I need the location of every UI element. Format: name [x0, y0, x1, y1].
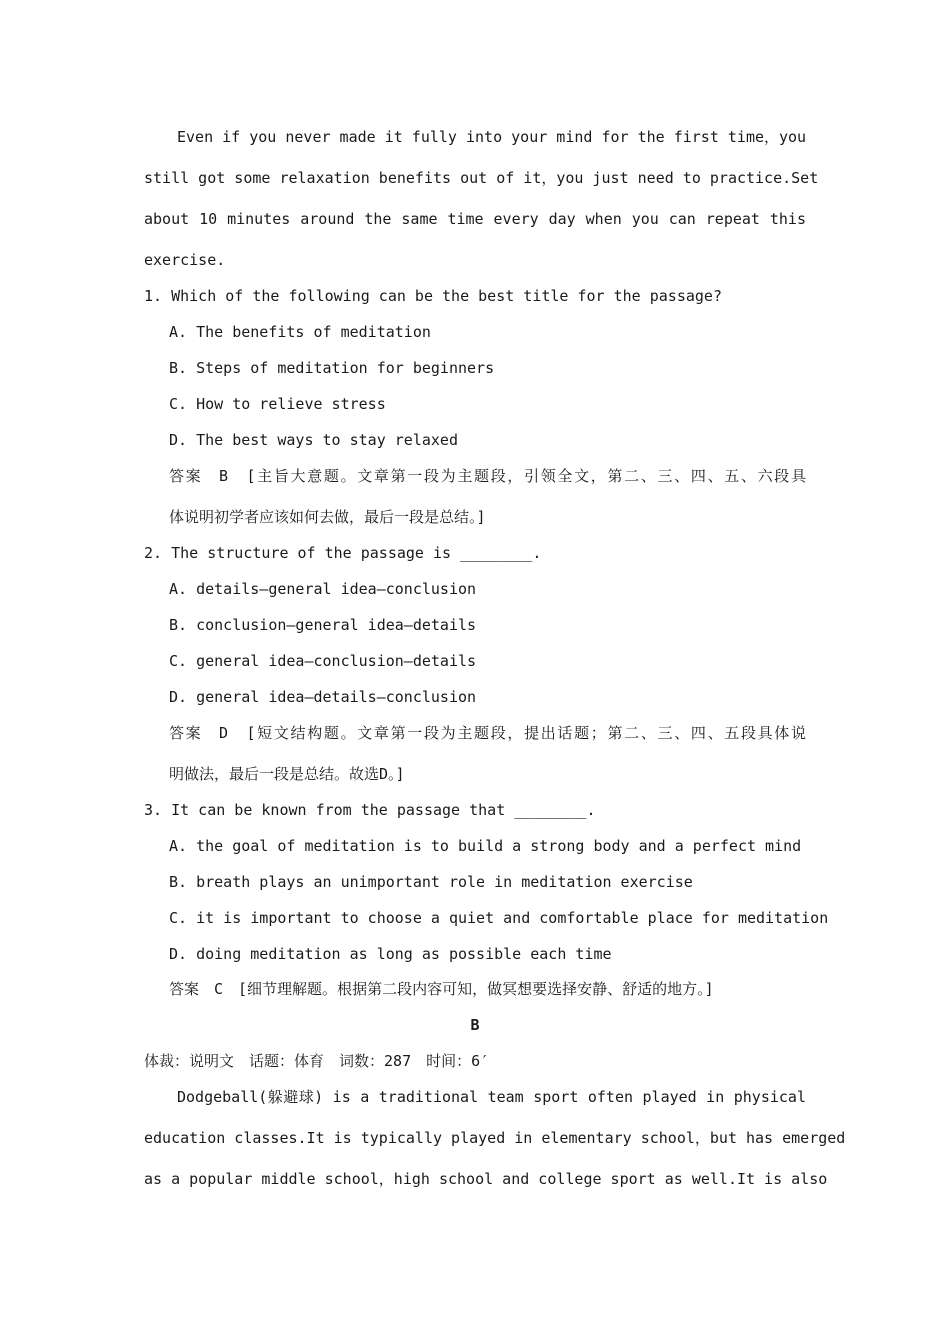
passage-line: education classes.It is typically played in elementary school，but has emerged — [144, 1129, 846, 1147]
question-stem: 1. Which of the following can be the best title for the passage? — [144, 287, 722, 305]
question-option: B. breath plays an unimportant role in meditation exercise — [169, 873, 693, 891]
question-option: C. general idea—conclusion—details — [169, 652, 477, 670]
passage-meta: 体裁：说明文 话题：体育 词数：287 时间：6′ — [144, 1052, 490, 1070]
question-stem: 3. It can be known from the passage that ________. — [144, 801, 596, 819]
question-option: D. general idea—details—conclusion — [169, 688, 477, 706]
question-option: C. it is important to choose a quiet and comfortable place for meditation — [169, 909, 829, 927]
answer-explanation: 答案 B [主旨大意题。文章第一段为主题段，引领全文，第二、三、四、五、六段具 — [169, 467, 806, 485]
question-option: B. Steps of meditation for beginners — [169, 359, 495, 377]
question-option: D. The best ways to stay relaxed — [169, 431, 458, 449]
passage-line: Dodgeball(躲避球) is a traditional team sport often played in physical — [177, 1088, 806, 1106]
passage-line: exercise. — [144, 251, 226, 269]
answer-explanation: 答案 C [细节理解题。根据第二段内容可知，做冥想要选择安静、舒适的地方。] — [169, 980, 714, 998]
answer-explanation: 明做法，最后一段是总结。故选D。] — [169, 765, 405, 783]
question-option: C. How to relieve stress — [169, 395, 386, 413]
question-stem: 2. The structure of the passage is ________. — [144, 544, 542, 562]
section-heading: B — [470, 1016, 480, 1034]
passage-line: about 10 minutes around the same time every day when you can repeat this — [144, 210, 806, 228]
answer-explanation: 答案 D [短文结构题。文章第一段为主题段，提出话题；第二、三、四、五段具体说 — [169, 724, 806, 742]
question-option: A. The benefits of meditation — [169, 323, 431, 341]
question-option: A. details—general idea—conclusion — [169, 580, 477, 598]
question-option: A. the goal of meditation is to build a strong body and a perfect mind — [169, 837, 802, 855]
passage-line: still got some relaxation benefits out of it，you just need to practice.Set — [144, 169, 819, 187]
question-option: B. conclusion—general idea—details — [169, 616, 477, 634]
passage-line: as a popular middle school，high school and college sport as well.It is also — [144, 1170, 828, 1188]
passage-line: Even if you never made it fully into your mind for the first time，you — [177, 128, 807, 146]
question-option: D. doing meditation as long as possible each time — [169, 945, 612, 963]
answer-explanation: 体说明初学者应该如何去做，最后一段是总结。] — [169, 508, 486, 526]
